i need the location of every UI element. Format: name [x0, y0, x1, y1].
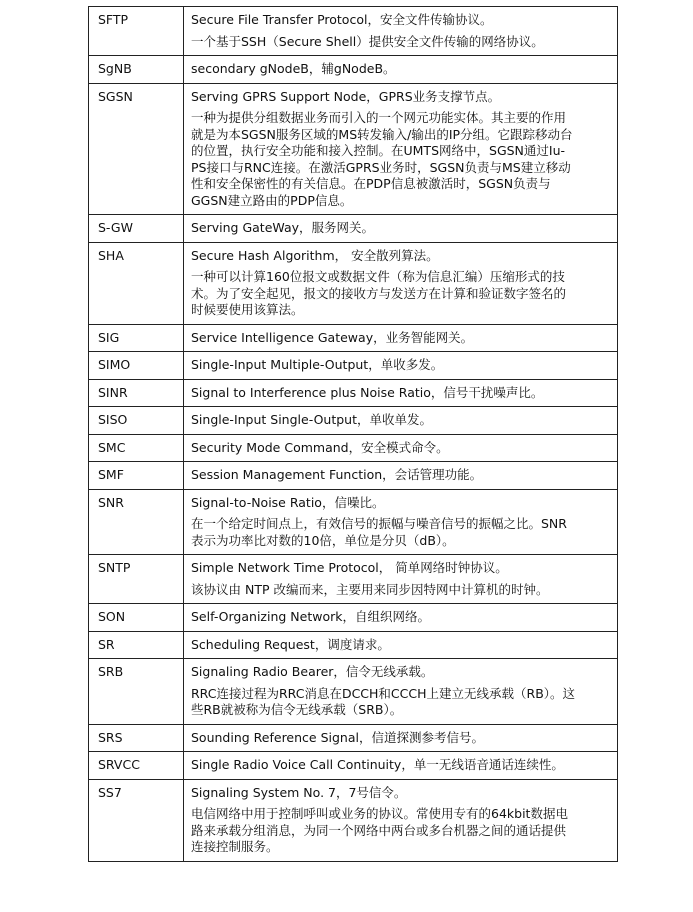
definition-cell — [184, 407, 618, 435]
definition-text: Serving GPRS Support Node，GPRS业务支撑节点。 — [191, 88, 501, 104]
description-text: RRC连接过程为RRC消息在DCCH和CCCH上建立无线承载（RB）。这 些RB就被称为信令无线承载（SRB）。 — [191, 685, 576, 717]
table-row — [89, 555, 618, 604]
definition-text: Scheduling Request，调度请求。 — [191, 636, 390, 652]
definition-cell — [184, 779, 618, 861]
definition-cell — [184, 555, 618, 604]
definition-cell — [184, 659, 618, 725]
definition-text: Secure File Transfer Protocol，安全文件传输协议。 — [191, 12, 493, 27]
definition-cell — [184, 215, 618, 243]
term-cell: SHA — [89, 242, 184, 324]
definition-cell — [184, 724, 618, 752]
definition-cell — [184, 7, 618, 56]
term-cell: SRVCC — [89, 752, 184, 780]
definition-text: Self-Organizing Network，自组织网络。 — [191, 609, 430, 624]
table-row — [89, 434, 618, 462]
table-row — [89, 659, 618, 725]
term-cell: SISO — [89, 407, 184, 435]
table-row — [89, 604, 618, 632]
term-cell: SR — [89, 631, 184, 659]
definition-text: Serving GateWay，服务网关。 — [191, 220, 375, 235]
term-cell: SGSN — [89, 83, 184, 215]
table-row — [89, 462, 618, 490]
table-row — [89, 215, 618, 243]
definition-cell — [184, 83, 618, 215]
definition-cell — [184, 352, 618, 380]
definition-cell — [184, 631, 618, 659]
term-cell: SFTP — [89, 7, 184, 56]
definition-text: Signal-to-Noise Ratio，信噪比。 — [191, 494, 385, 510]
definition-cell — [184, 379, 618, 407]
table-row — [89, 83, 618, 215]
description-text: 一种为提供分组数据业务而引入的一个网元功能实体。其主要的作用 就是为本SGSN服务区域的MS转发输入/输出的IP分组。它跟踪移动台 的位置，执行安全功能和接入控制。在UMTS网络中，SGSN通过Iu- PS接口与RNC连接。在激活GPRS业务时，SGSN负责与MS建立移动 性和安全保密性的有关信息。在PDP信息被激活时，SGSN负责与 GGSN建立路由的PDP信息。 — [191, 110, 573, 208]
definition-text: Signaling System No. 7，7号信令。 — [191, 784, 407, 800]
term-cell: SNTP — [89, 555, 184, 604]
definition-text: Secure Hash Algorithm， 安全散列算法。 — [191, 247, 439, 263]
term-cell: SINR — [89, 379, 184, 407]
definition-text: Signal to Interference plus Noise Ratio，信号干扰噪声比。 — [191, 384, 544, 400]
description-text: 一种可以计算160位报文或数据文件（称为信息汇编）压缩形式的技 术。为了安全起见，报文的接收方与发送方在计算和验证数字签名的 时候要使用该算法。 — [191, 269, 567, 317]
definition-text: Sounding Reference Signal，信道探测参考信号。 — [191, 729, 484, 745]
definition-cell — [184, 242, 618, 324]
definition-text: Signaling Radio Bearer，信令无线承载。 — [191, 664, 434, 679]
table-row — [89, 489, 618, 555]
definition-cell — [184, 434, 618, 462]
term-cell: SS7 — [89, 779, 184, 861]
table-row — [89, 724, 618, 752]
term-cell: SRS — [89, 724, 184, 752]
description-text: 该协议由 NTP 改编而来，主要用来同步因特网中计算机的时钟。 — [191, 581, 549, 597]
definition-cell — [184, 56, 618, 84]
glossary-body — [89, 7, 618, 862]
definition-text: Security Mode Command，安全模式命令。 — [191, 439, 449, 455]
table-row — [89, 242, 618, 324]
definition-text: Service Intelligence Gateway，业务智能网关。 — [191, 329, 474, 345]
term-cell: SgNB — [89, 56, 184, 84]
definition-cell — [184, 489, 618, 555]
term-cell: SNR — [89, 489, 184, 555]
table-row — [89, 56, 618, 84]
definition-text: secondary gNodeB，辅gNodeB。 — [191, 61, 396, 76]
glossary-table — [88, 6, 618, 862]
definition-text: Session Management Function，会话管理功能。 — [191, 467, 483, 482]
definition-cell — [184, 462, 618, 490]
table-row — [89, 407, 618, 435]
table-row — [89, 324, 618, 352]
table-row — [89, 752, 618, 780]
definition-text: Single Radio Voice Call Continuity，单一无线语音通话连续性。 — [191, 757, 564, 772]
table-row — [89, 352, 618, 380]
table-row — [89, 631, 618, 659]
description-text: 电信网络中用于控制呼叫或业务的协议。常使用专有的64kbit数据电 路来承载分组消息，为同一个网络中两台或多台机器之间的通话提供 连接控制服务。 — [191, 806, 568, 854]
table-row — [89, 379, 618, 407]
definition-cell — [184, 324, 618, 352]
term-cell: SMF — [89, 462, 184, 490]
term-cell: S-GW — [89, 215, 184, 243]
definition-cell — [184, 604, 618, 632]
term-cell: SON — [89, 604, 184, 632]
definition-text: Single-Input Single-Output，单收单发。 — [191, 412, 432, 427]
definition-text: Simple Network Time Protocol， 简单网络时钟协议。 — [191, 560, 508, 575]
term-cell: SIG — [89, 324, 184, 352]
term-cell: SMC — [89, 434, 184, 462]
description-text: 在一个给定时间点上，有效信号的振幅与噪音信号的振幅之比。SNR 表示为功率比对数的10倍，单位是分贝（dB）。 — [191, 516, 567, 548]
table-row — [89, 779, 618, 861]
term-cell: SIMO — [89, 352, 184, 380]
description-text: 一个基于SSH（Secure Shell）提供安全文件传输的网络协议。 — [191, 33, 544, 49]
table-row — [89, 7, 618, 56]
definition-cell — [184, 752, 618, 780]
definition-text: Single-Input Multiple-Output，单收多发。 — [191, 357, 444, 372]
term-cell: SRB — [89, 659, 184, 725]
